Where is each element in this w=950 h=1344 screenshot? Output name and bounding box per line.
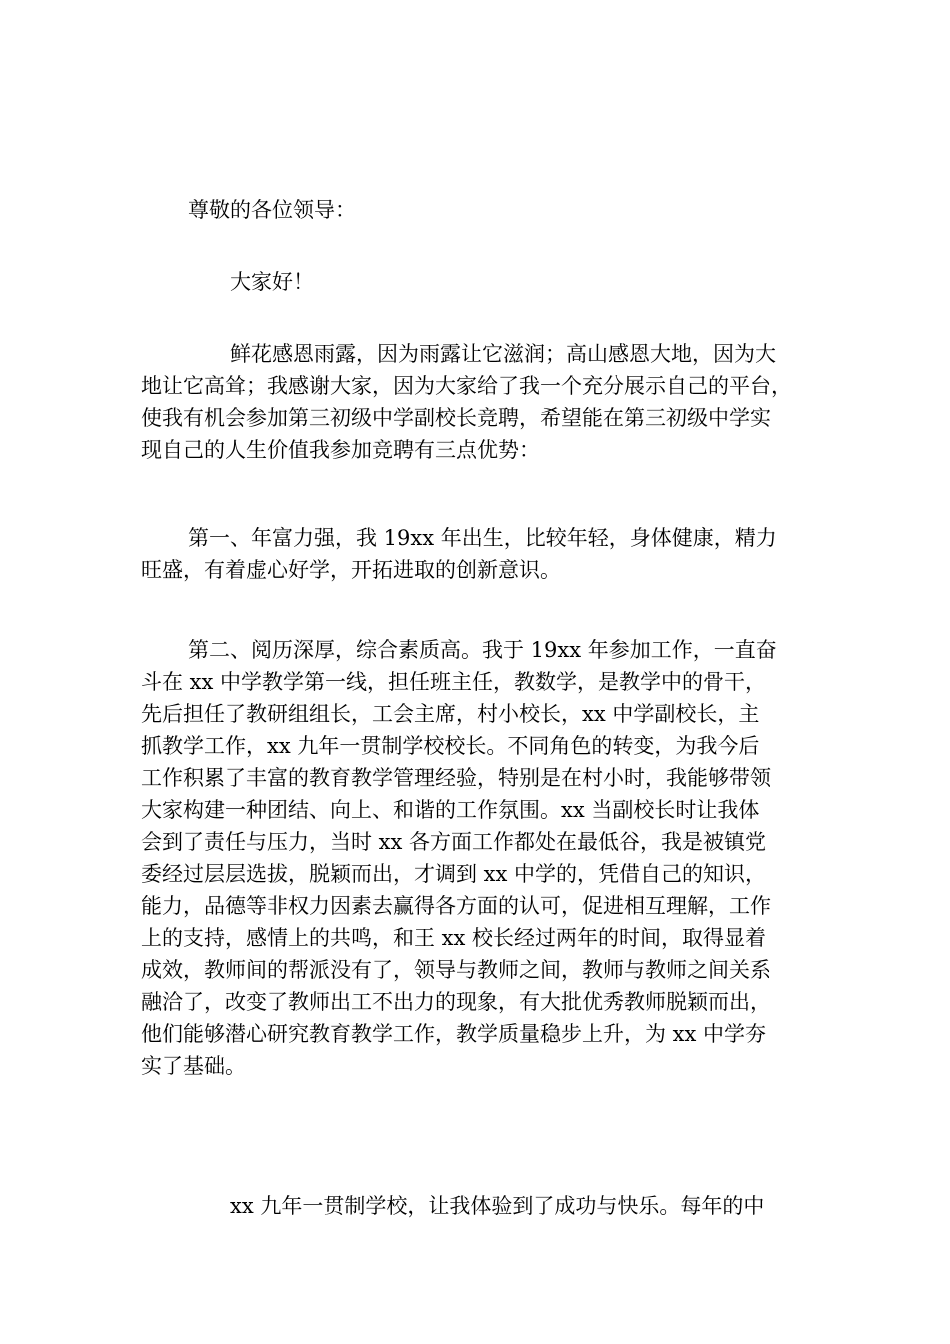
text-line: 能力，品德等非权力因素去赢得各方面的认可，促进相互理解，工作 [141,894,771,918]
text-line: 第二、阅历深厚，综合素质高。我于 19xx 年参加工作，一直奋 [188,638,777,662]
text-line: xx 九年一贯制学校，让我体验到了成功与快乐。每年的中 [230,1194,765,1218]
paragraph-1 [141,338,817,466]
text-line: 抓教学工作，xx 九年一贯制学校校长。不同角色的转变，为我今后 [141,734,760,758]
salutation [188,194,864,226]
text-line: 工作积累了丰富的教育教学管理经验，特别是在村小时，我能够带领 [141,766,771,790]
text-line: 尊敬的各位领导： [188,198,356,222]
text-line: 他们能够潜心研究教育教学工作，教学质量稳步上升，为 xx 中学夯 [141,1022,767,1046]
text-line: 会到了责任与压力，当时 xx 各方面工作都处在最低谷，我是被镇党 [141,830,767,854]
paragraph-3 [141,634,817,1082]
text-line: 斗在 xx 中学教学第一线，担任班主任，教数学，是教学中的骨干， [141,670,767,694]
text-line: 现自己的人生价值我参加竞聘有三点优势： [141,438,540,462]
text-line: 成效，教师间的帮派没有了，领导与教师之间，教师与教师之间关系 [141,958,771,982]
text-line: 委经过层层选拔，脱颖而出，才调到 xx 中学的，凭借自己的知识， [141,862,767,886]
text-line: 地让它高耸；我感谢大家，因为大家给了我一个充分展示自己的平台， [141,374,792,398]
paragraph-2 [141,522,817,586]
text-line: 大家好！ [230,270,314,294]
text-line: 旺盛，有着虚心好学，开拓进取的创新意识。 [141,558,561,582]
text-line: 大家构建一种团结、向上、和谐的工作氛围。xx 当副校长时让我体 [141,798,760,822]
greeting [230,266,906,298]
text-line: 融洽了，改变了教师出工不出力的现象，有大批优秀教师脱颖而出， [141,990,771,1014]
text-line: 上的支持，感情上的共鸣，和王 xx 校长经过两年的时间，取得显着 [141,926,767,950]
text-line: 第一、年富力强，我 19xx 年出生，比较年轻，身体健康，精力 [188,526,777,550]
text-line: 使我有机会参加第三初级中学副校长竞聘，希望能在第三初级中学实 [141,406,771,430]
paragraph-4 [141,1190,817,1222]
text-line: 鲜花感恩雨露，因为雨露让它滋润；高山感恩大地，因为大 [230,342,776,366]
text-line: 先后担任了教研组组长，工会主席，村小校长，xx 中学副校长，主 [141,702,760,726]
text-line: 实了基础。 [141,1054,246,1078]
